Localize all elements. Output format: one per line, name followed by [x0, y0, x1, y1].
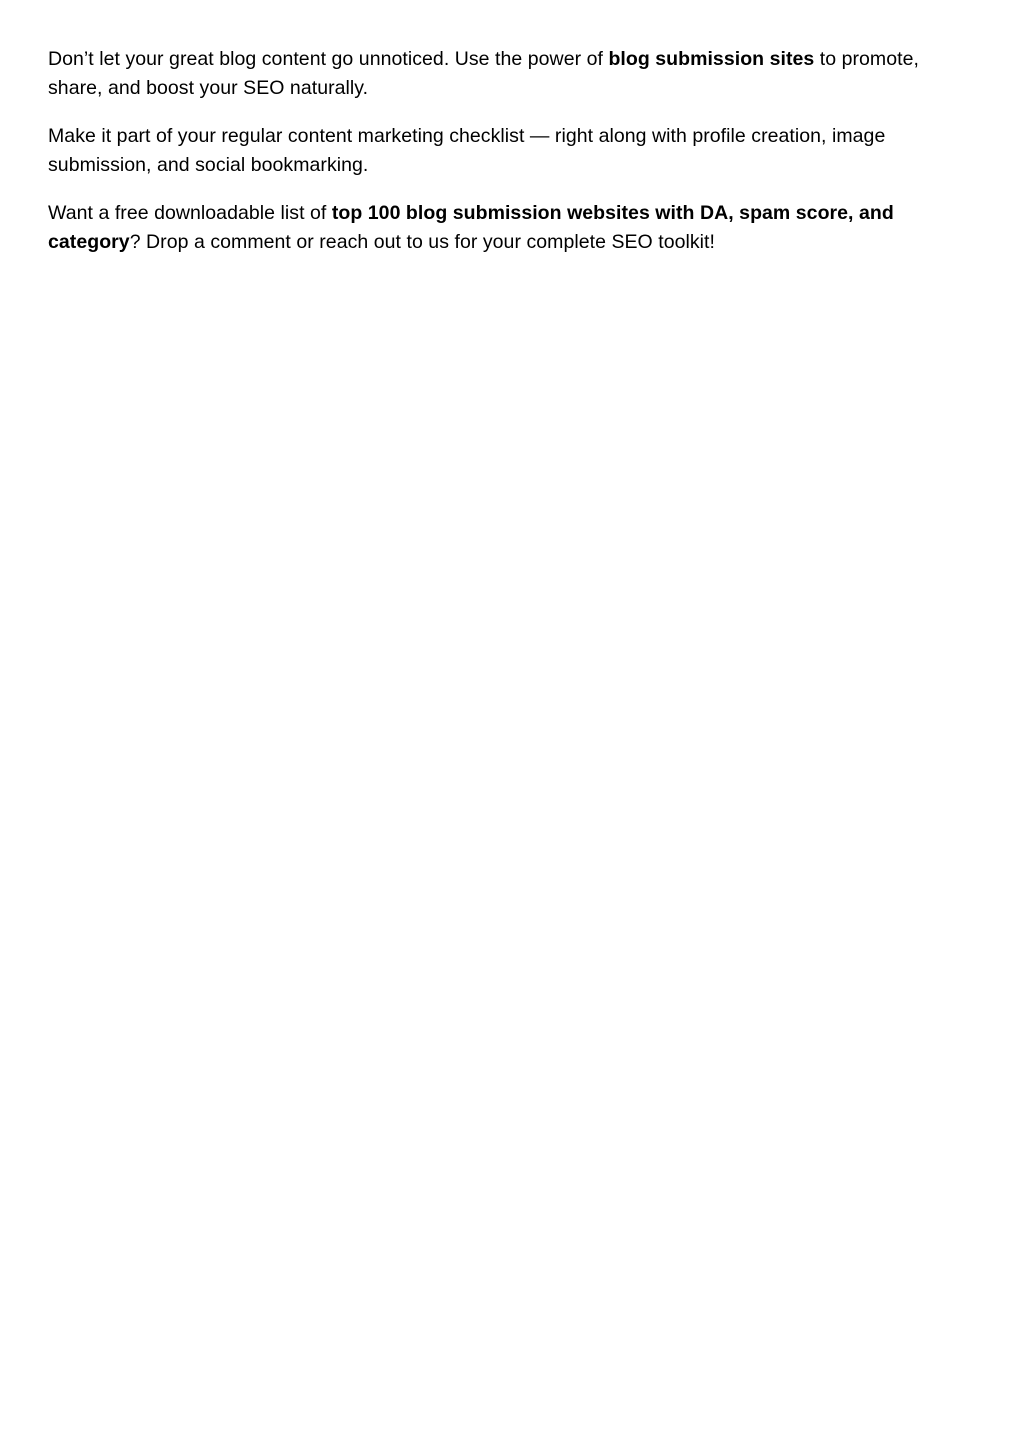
bold-text-blog-submission-sites: blog submission sites: [608, 48, 815, 70]
article-body: [48, 45, 958, 276]
text-segment: to promote, share, and boost your SEO naturally.: [48, 48, 919, 99]
text-segment: Don’t let your great blog content go unnoticed. Use the power of: [48, 48, 609, 70]
paragraph-free-list-offer: [48, 199, 958, 256]
paragraph-marketing-checklist: [48, 122, 958, 179]
bold-text-top-100-list: top 100 blog submission websites with DA, spam score, and category: [48, 202, 894, 253]
text-segment: Make it part of your regular content marketing checklist — right along with profile creation, image submission, and social bookmarking.: [48, 125, 886, 176]
text-segment: ? Drop a comment or reach out to us for your complete SEO toolkit!: [129, 230, 715, 253]
text-segment: Want a free downloadable list of: [48, 202, 332, 224]
paragraph-blog-submission-intro: [48, 45, 958, 102]
